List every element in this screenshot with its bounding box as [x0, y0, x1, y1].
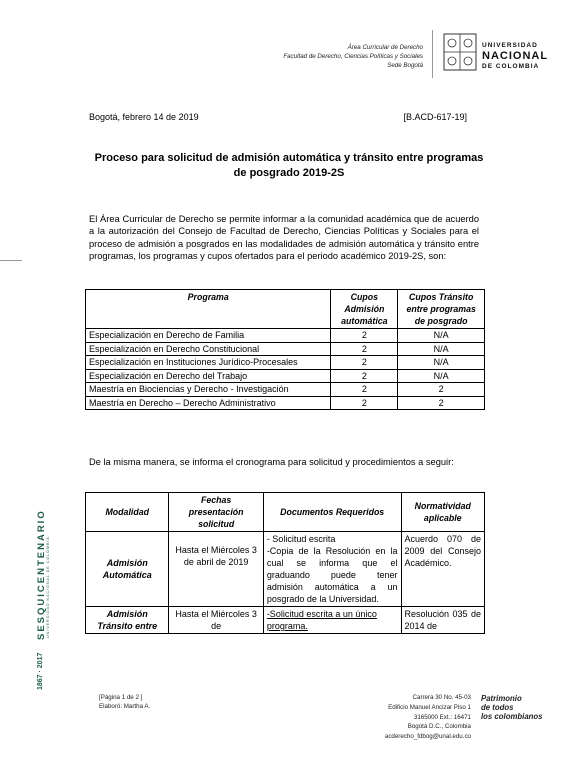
- table-row: [86, 356, 485, 370]
- table-row: [86, 383, 485, 397]
- header-area: Área Curricular de Derecho: [347, 44, 423, 51]
- program-name: Especialización en Derecho de Familia: [86, 329, 331, 343]
- cupos-admision: 2: [331, 342, 398, 356]
- university-name-1: UNIVERSIDAD: [482, 42, 538, 49]
- program-name: Especialización en Derecho del Trabajo: [86, 369, 331, 383]
- university-logo: [442, 30, 574, 80]
- university-name-3: DE COLOMBIA: [482, 63, 540, 70]
- address-line-2: Edificio Manuel Ancizar Piso 1: [388, 703, 471, 711]
- table-header-row: [86, 493, 485, 532]
- margin-rule: [0, 260, 22, 261]
- header-programa: Programa: [86, 290, 331, 329]
- intro-paragraph: El Área Curricular de Derecho se permite informar a la comunidad académica que de acuerdo a la autorización del Consejo de Facultad de Derecho, Ciencias Políticas y Sociales para el proceso de admisión a posgrados en las modalidades de admisión automática y tránsito entre programas, los programas y cupos ofertados para el periodo académico 2019-2S, son:: [89, 214, 479, 261]
- document-date: Bogotá, febrero 14 de 2019: [89, 112, 199, 122]
- programs-table: [85, 289, 485, 410]
- patrimonio-line-1: Patrimonio: [481, 694, 522, 703]
- university-name-2: NACIONAL: [482, 50, 549, 62]
- table-row: [86, 329, 485, 343]
- cupos-admision: 2: [331, 369, 398, 383]
- document-title: [84, 151, 494, 181]
- sesqui-years: 1867 · 2017: [37, 652, 44, 690]
- document-code: [B.ACD-617-19]: [403, 112, 467, 122]
- cupos-transito: N/A: [398, 369, 485, 383]
- cupos-admision: 2: [331, 383, 398, 397]
- address-line-3: 3165000 Ext.: 16471: [413, 713, 471, 721]
- fecha-cell: Hasta el Miércoles 3 de abril de 2019: [169, 532, 263, 607]
- address-line-1: Carrera 30 No. 45-03: [412, 694, 471, 701]
- modalidad-cell: Admisión Automática: [86, 532, 169, 607]
- header-block: [283, 43, 423, 70]
- header-fechas: Fechas presentación solicitud: [169, 493, 263, 532]
- cupos-transito: N/A: [398, 342, 485, 356]
- header-normatividad: Normatividad aplicable: [401, 493, 485, 532]
- header-facultad: Facultad de Derecho, Ciencias Políticas y Sociales: [283, 53, 423, 60]
- footer-left: [99, 693, 150, 711]
- cupos-transito: N/A: [398, 356, 485, 370]
- footer-address: [385, 693, 471, 742]
- header-sede: Sede Bogotá: [387, 62, 423, 69]
- program-name: Especialización en Derecho Constitucional: [86, 342, 331, 356]
- header-modalidad: Modalidad: [86, 493, 169, 532]
- modalidad-cell: Admisión Tránsito entre: [86, 607, 169, 634]
- contact-email: acderecho_fdbog@unal.edu.co: [384, 733, 471, 741]
- sesquicentenario-logo: [32, 509, 58, 700]
- cupos-admision: 2: [331, 356, 398, 370]
- cupos-transito: 2: [398, 396, 485, 410]
- program-name: Especialización en Instituciones Jurídico-Procesales: [86, 356, 331, 370]
- schedule-paragraph: De la misma manera, se informa el cronograma para solicitud y procedimientos a seguir:: [89, 457, 454, 467]
- patrimonio-slogan: [481, 694, 543, 721]
- header-documentos: Documentos Requeridos: [263, 493, 401, 532]
- cupos-transito: 2: [398, 383, 485, 397]
- elaboro: Elaboró: Martha A.: [99, 703, 151, 710]
- table-row: [86, 342, 485, 356]
- patrimonio-line-3: los colombianos: [481, 712, 543, 721]
- cupos-transito: N/A: [398, 329, 485, 343]
- fecha-cell: Hasta el Miércoles 3 de: [169, 607, 263, 634]
- header-cupos-transito: Cupos Tránsito entre programas de posgrado: [398, 290, 485, 329]
- date-line: [89, 112, 467, 122]
- norma-cell: Resolución 035 de 2014 de: [401, 607, 485, 634]
- table-row: [86, 607, 485, 634]
- documentos-cell: -Solicitud escrita a un único programa.: [263, 607, 401, 634]
- sesqui-text: SESQUICENTENARIO: [36, 509, 47, 640]
- university-seal-icon: [442, 32, 478, 72]
- page-number: [Página 1 de 2 ]: [99, 694, 143, 701]
- table-row: [86, 396, 485, 410]
- program-name: Maestría en Derecho – Derecho Administrativo: [86, 396, 331, 410]
- title-line-2: de posgrado 2019-2S: [233, 167, 345, 179]
- documentos-cell: - Solicitud escrita -Copia de la Resolución en la cual se informa que el graduando puede tener admisión automática a un posgrado de la Universidad.: [263, 532, 401, 607]
- cupos-admision: 2: [331, 396, 398, 410]
- title-line-1: Proceso para solicitud de admisión automática y tránsito entre programas: [94, 152, 484, 164]
- address-line-4: Bogotá D.C., Colombia: [407, 723, 471, 731]
- header-cupos-admision: Cupos Admisión automática: [331, 290, 398, 329]
- table-header-row: [86, 290, 485, 329]
- patrimonio-line-2: de todos: [481, 703, 514, 712]
- header-divider: [432, 30, 433, 78]
- norma-cell: Acuerdo 070 de 2009 del Consejo Académico.: [401, 532, 485, 607]
- table-row: [86, 369, 485, 383]
- cupos-admision: 2: [331, 329, 398, 343]
- table-row: [86, 532, 485, 607]
- program-name: Maestría en Biociencias y Derecho - Investigación: [86, 383, 331, 397]
- schedule-table: [85, 492, 485, 634]
- sesqui-subtext: UNIVERSIDAD NACIONAL DE COLOMBIA: [46, 536, 50, 638]
